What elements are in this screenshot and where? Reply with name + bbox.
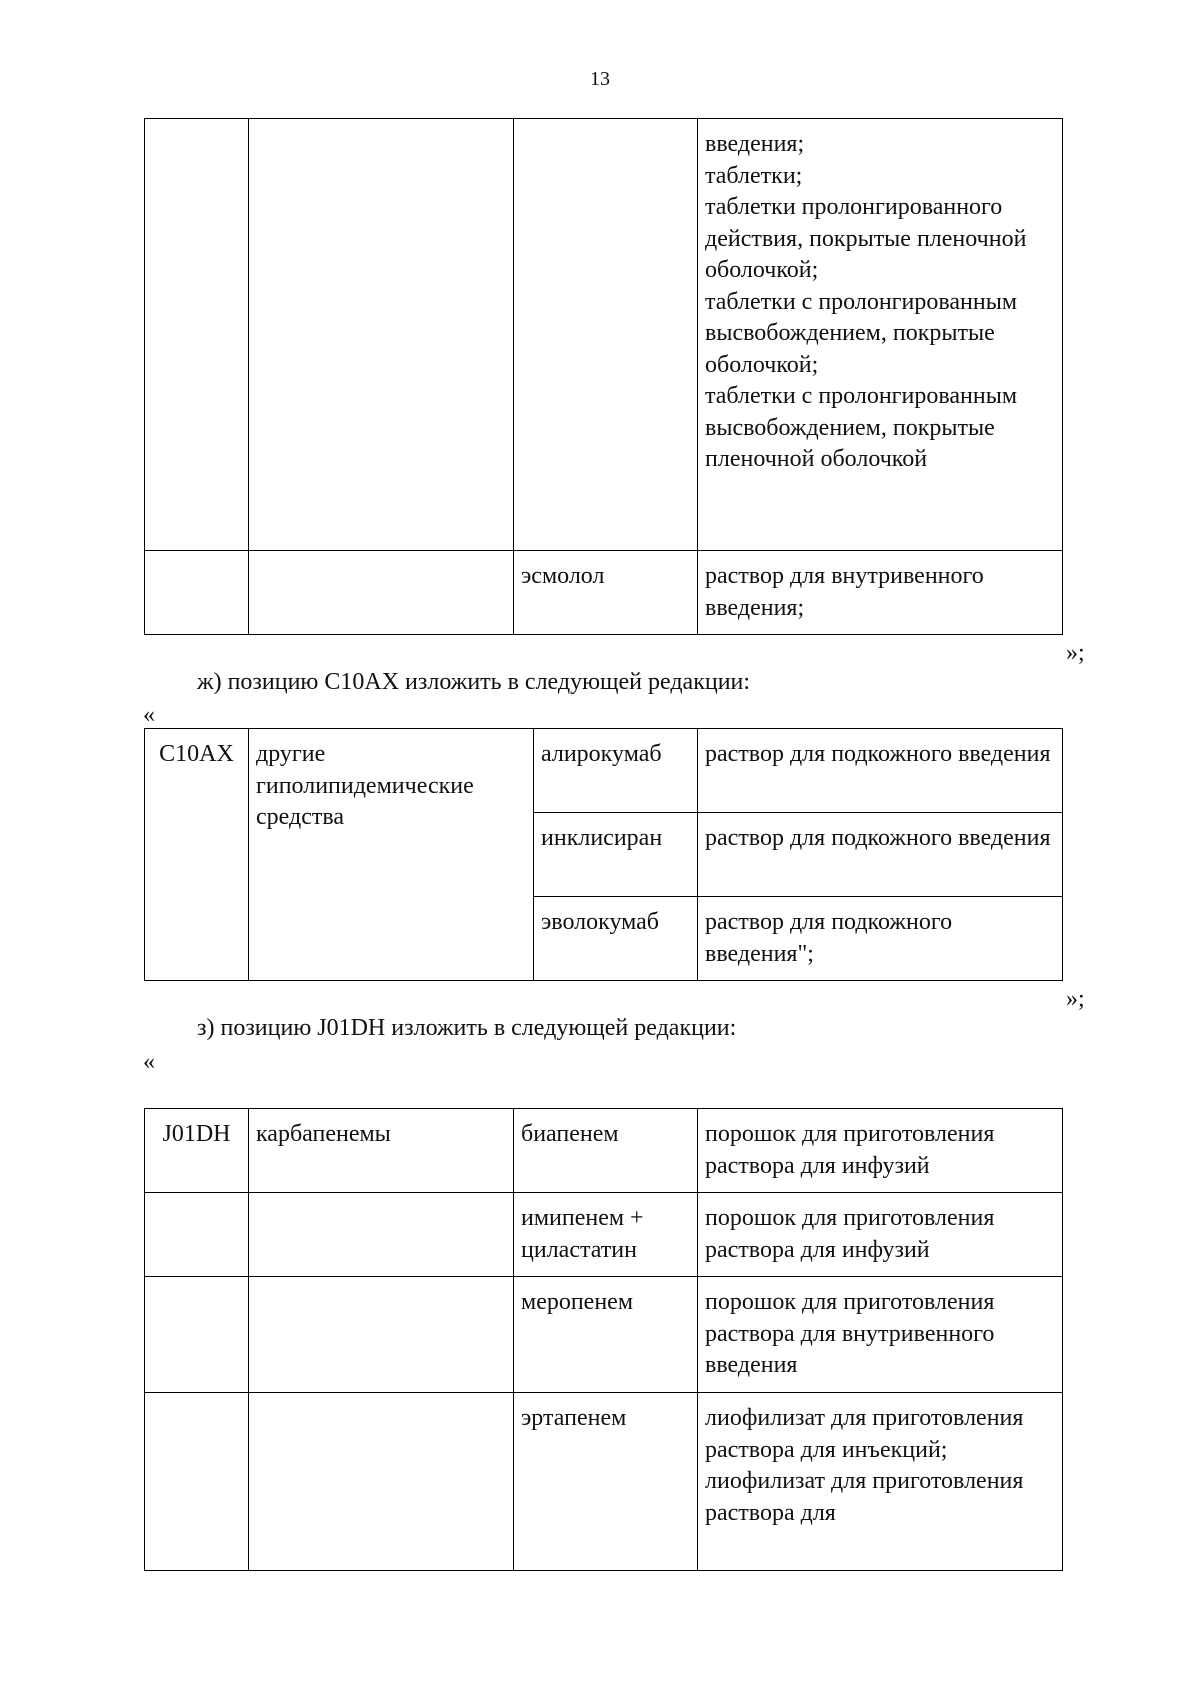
atc-code-cell bbox=[145, 551, 249, 635]
amendment-paragraph-z: з) позицию J01DH изложить в следующей редакции: bbox=[197, 1015, 737, 1041]
drug-cell: биапенем bbox=[514, 1109, 698, 1193]
dosage-form-cell: порошок для приготовления раствора для внутривенного введения bbox=[698, 1277, 1063, 1393]
closing-quote: »; bbox=[1066, 986, 1085, 1012]
group-cell: карбапенемы bbox=[249, 1109, 514, 1193]
group-cell bbox=[249, 1193, 514, 1277]
group-cell bbox=[249, 1393, 514, 1571]
table-row bbox=[145, 551, 1063, 635]
atc-code-cell: J01DH bbox=[145, 1109, 249, 1193]
dosage-form-cell: раствор для подкожного введения bbox=[698, 813, 1063, 897]
group-cell bbox=[249, 119, 514, 551]
atc-code-cell bbox=[145, 119, 249, 551]
drug-cell: эртапенем bbox=[514, 1393, 698, 1571]
closing-quote: »; bbox=[1066, 640, 1085, 666]
atc-code-cell: C10AX bbox=[145, 729, 249, 981]
drug-cell: инклисиран bbox=[534, 813, 698, 897]
opening-quote: « bbox=[143, 702, 155, 728]
table-row bbox=[145, 1193, 1063, 1277]
amendment-paragraph-zh: ж) позицию C10AX изложить в следующей редакции: bbox=[197, 669, 751, 695]
dosage-form-cell: раствор для подкожного введения"; bbox=[698, 897, 1063, 981]
dosage-form-cell: лиофилизат для приготовления раствора для инъекций; лиофилизат для приготовления раствора для bbox=[698, 1393, 1063, 1571]
table-continuation bbox=[144, 118, 1063, 635]
drug-cell: имипенем + циластатин bbox=[514, 1193, 698, 1277]
page-number: 13 bbox=[590, 68, 610, 90]
group-cell bbox=[249, 1277, 514, 1393]
dosage-form-cell: введения; таблетки; таблетки пролонгированного действия, покрытые пленочной оболочкой; таблетки с пролонгированным высвобождением, покрытые оболочкой; таблетки с пролонгированным высвобождением, покрытые пленочной оболочкой bbox=[698, 119, 1063, 551]
table-j01dh bbox=[144, 1108, 1063, 1571]
opening-quote: « bbox=[143, 1049, 155, 1075]
dosage-form-cell: порошок для приготовления раствора для инфузий bbox=[698, 1109, 1063, 1193]
table-row bbox=[145, 729, 1063, 813]
drug-cell bbox=[514, 119, 698, 551]
table-c10ax bbox=[144, 728, 1063, 981]
group-cell: другие гиполипидемические средства bbox=[249, 729, 534, 981]
drug-cell: меропенем bbox=[514, 1277, 698, 1393]
drug-cell: эсмолол bbox=[514, 551, 698, 635]
dosage-form-cell: порошок для приготовления раствора для инфузий bbox=[698, 1193, 1063, 1277]
drug-cell: эволокумаб bbox=[534, 897, 698, 981]
table-row bbox=[145, 1393, 1063, 1571]
table-row bbox=[145, 119, 1063, 551]
dosage-form-cell: раствор для подкожного введения bbox=[698, 729, 1063, 813]
atc-code-cell bbox=[145, 1193, 249, 1277]
drug-cell: алирокумаб bbox=[534, 729, 698, 813]
dosage-form-cell: раствор для внутривенного введения; bbox=[698, 551, 1063, 635]
table-row bbox=[145, 1109, 1063, 1193]
group-cell bbox=[249, 551, 514, 635]
atc-code-cell bbox=[145, 1393, 249, 1571]
table-row bbox=[145, 1277, 1063, 1393]
atc-code-cell bbox=[145, 1277, 249, 1393]
